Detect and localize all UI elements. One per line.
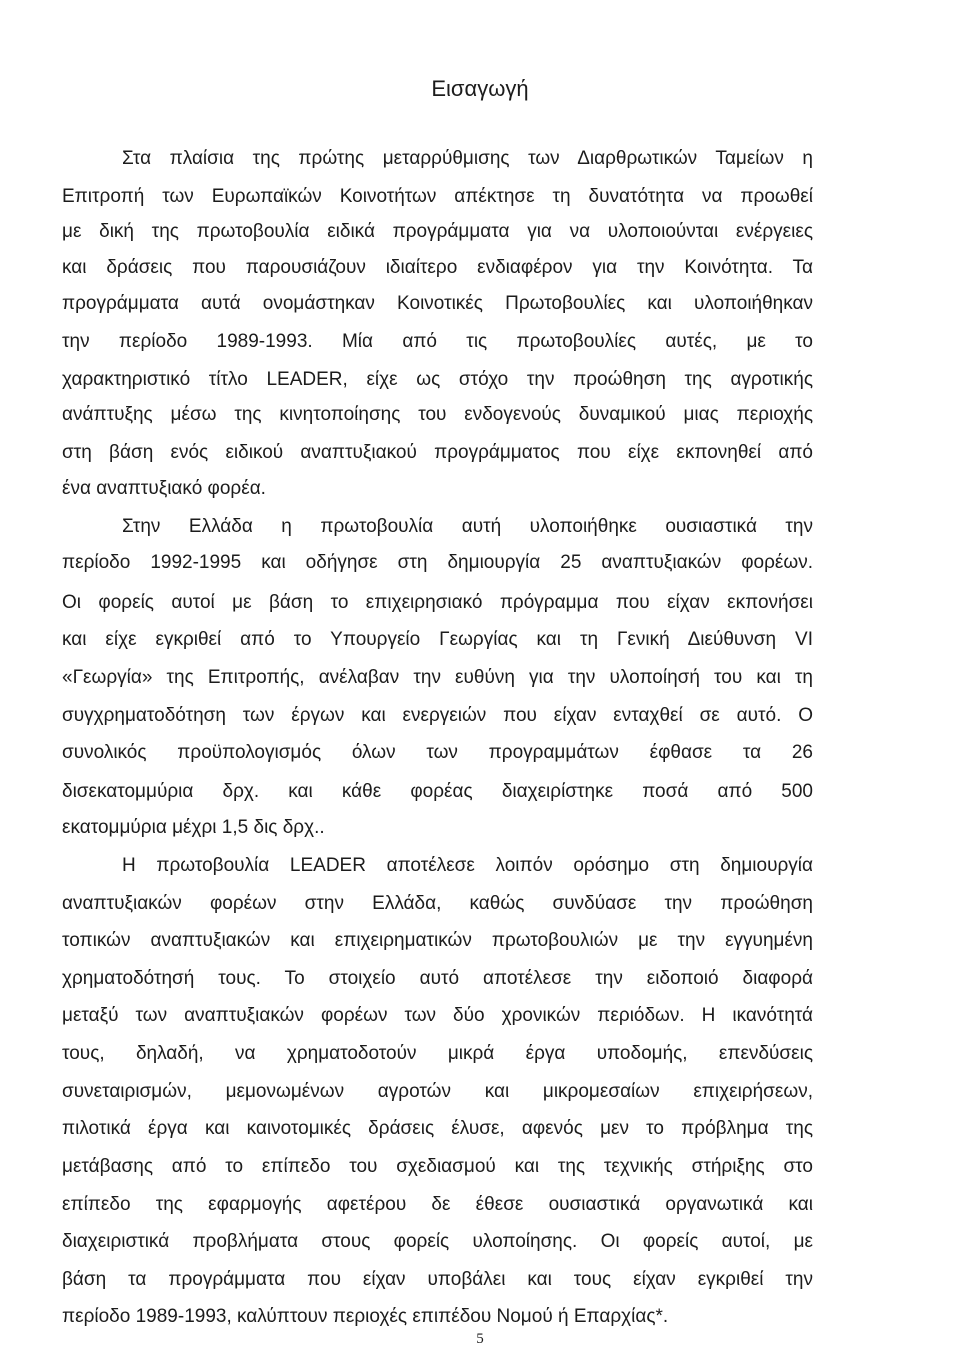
text-line: μεταξύ των αναπτυξιακών φορέων των δύο χρονικών περιόδων. Η ικανότητά: [62, 1005, 813, 1026]
text-line: την περίοδο 1989-1993. Μία από τις πρωτοβουλίες αυτές, με το: [62, 331, 813, 352]
text-line: και είχε εγκριθεί από το Υπουργείο Γεωργίας και τη Γενική Διεύθυνση VI: [62, 629, 813, 650]
text-line: ανάπτυξης μέσω της κινητοποίησης του ενδογενούς δυναμικού μιας περιοχής: [62, 404, 813, 425]
text-line: βάση τα προγράμματα που είχαν υποβάλει και τους είχαν εγκριθεί την: [62, 1269, 813, 1290]
text-line: στη βάση ενός ειδικού αναπτυξιακού προγράμματος που είχε εκπονηθεί από: [62, 442, 813, 463]
text-line: και δράσεις που παρουσιάζουν ιδιαίτερο ενδιαφέρον για την Κοινότητα. Τα: [62, 257, 813, 278]
text-line: Οι φορείς αυτοί με βάση το επιχειρησιακό πρόγραμμα που είχαν εκπονήσει: [62, 592, 813, 613]
text-line: πιλοτικά έργα και καινοτομικές δράσεις έλυσε, αφενός μεν το πρόβλημα της: [62, 1118, 813, 1139]
text-line: δισεκατομμύρια δρχ. και κάθε φορέας διαχειρίστηκε ποσά από 500: [62, 781, 813, 802]
text-line: τους, δηλαδή, να χρηματοδοτούν μικρά έργα υποδομής, επενδύσεις: [62, 1043, 813, 1064]
text-line: με δική της πρωτοβουλία ειδικά προγράμματα για να υλοποιούνται ενέργειες: [62, 221, 813, 242]
text-line: Επιτροπή των Ευρωπαϊκών Κοινοτήτων απέκτησε τη δυνατότητα να προωθεί: [62, 186, 813, 207]
page-title: Εισαγωγή: [431, 76, 529, 101]
text-line: συγχρηματοδότηση των έργων και ενεργειών που είχαν ενταχθεί σε αυτό. Ο: [62, 705, 813, 726]
text-line: Η πρωτοβουλία LEADER αποτέλεσε λοιπόν ορόσημο στη δημιουργία: [122, 855, 813, 876]
page-number: 5: [476, 1331, 484, 1347]
text-line: Στα πλαίσια της πρώτης μεταρρύθμισης των Διαρθρωτικών Ταμείων η: [122, 148, 813, 169]
text-line: συνεταιρισμών, μεμονωμένων αγροτών και μικρομεσαίων επιχειρήσεων,: [62, 1081, 813, 1102]
text-line: περίοδο 1992-1995 και οδήγησε στη δημιουργία 25 αναπτυξιακών φορέων.: [62, 552, 813, 573]
text-line: «Γεωργία» της Επιτροπής, ανέλαβαν την ευθύνη για την υλοποίησή του και τη: [62, 667, 813, 688]
text-line: Στην Ελλάδα η πρωτοβουλία αυτή υλοποιήθηκε ουσιαστικά την: [122, 516, 813, 537]
text-line: ένα αναπτυξιακό φορέα.: [62, 478, 266, 499]
text-line: διαχειριστικά προβλήματα στους φορείς υλοποίησης. Οι φορείς αυτοί, με: [62, 1231, 813, 1252]
text-line: συνολικός προϋπολογισμός όλων των προγραμμάτων έφθασε τα 26: [62, 742, 813, 763]
text-line: αναπτυξιακών φορέων στην Ελλάδα, καθώς συνδύασε την προώθηση: [62, 893, 813, 914]
text-line: εκατομμύρια μέχρι 1,5 δις δρχ..: [62, 817, 325, 838]
text-line: μετάβασης από το επίπεδο του σχεδιασμού και της τεχνικής στήριξης στο: [62, 1156, 813, 1177]
text-line: χρηματοδότησή τους. Το στοιχείο αυτό αποτέλεσε την ειδοποιό διαφορά: [62, 968, 813, 989]
text-line: χαρακτηριστικό τίτλο LEADER, είχε ως στόχο την προώθηση της αγροτικής: [62, 369, 813, 390]
text-line: περίοδο 1989-1993, καλύπτουν περιοχές επιπέδου Νομού ή Επαρχίας*.: [62, 1306, 669, 1327]
text-line: τοπικών αναπτυξιακών και επιχειρηματικών πρωτοβουλιών με την εγγυημένη: [62, 930, 813, 951]
text-line: προγράμματα αυτά ονομάστηκαν Κοινοτικές Πρωτοβουλίες και υλοποιήθηκαν: [62, 293, 813, 314]
text-line: επίπεδο της εφαρμογής αφετέρου δε έθεσε ουσιαστικά οργανωτικά και: [62, 1194, 813, 1215]
